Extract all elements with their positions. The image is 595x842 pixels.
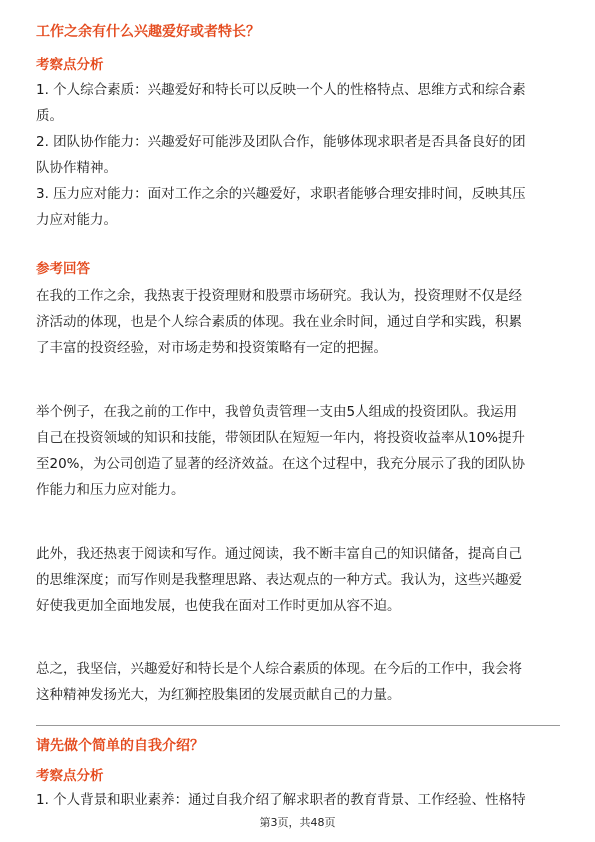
answer-line: 总之，我坚信，兴趣爱好和特长是个人综合素质的体现。在今后的工作中，我会将 — [36, 661, 522, 677]
answer-line: 至20%，为公司创造了显著的经济效益。在这个过程中，我充分展示了我的团队协 — [36, 456, 526, 472]
answer-line: 好使我更加全面地发展，也使我在面对工作时更加从容不迫。 — [36, 598, 401, 614]
analysis-line: 队协作精神。 — [36, 160, 117, 176]
page-number: 第3页，共48页 — [259, 816, 336, 829]
answer-line: 这种精神发扬光大，为红狮控股集团的发展贡献自己的力量。 — [36, 687, 401, 703]
answer-line: 作能力和压力应对能力。 — [36, 482, 185, 498]
answer-line: 此外，我还热衷于阅读和写作。通过阅读，我不断丰富自己的知识储备，提高自己 — [36, 546, 522, 562]
answer-paragraph — [36, 399, 525, 503]
analysis-line: 1. 个人背景和职业素养：通过自我介绍了解求职者的教育背景、工作经验、性格特 — [36, 792, 526, 808]
question-title: 工作之余有什么兴趣爱好或者特长？ — [36, 24, 260, 40]
analysis-line: 1. 个人综合素质：兴趣爱好和特长可以反映一个人的性格特点、思维方式和综合素 — [36, 82, 526, 98]
answer-paragraph — [36, 656, 522, 708]
section-divider — [36, 725, 560, 726]
answer-line: 的思维深度；而写作则是我整理思路、表达观点的一种方式。我认为，这些兴趣爱 — [36, 572, 522, 588]
analysis-line: 力应对能力。 — [36, 212, 117, 228]
analysis-line: 2. 团队协作能力：兴趣爱好可能涉及团队合作，能够体现求职者是否具备良好的团 — [36, 134, 526, 150]
answer-paragraph — [36, 541, 522, 619]
analysis-line: 3. 压力应对能力：面对工作之余的兴趣爱好，求职者能够合理安排时间，反映其压 — [36, 186, 526, 202]
analysis-line: 质。 — [36, 108, 63, 124]
analysis-list — [36, 787, 526, 813]
analysis-heading: 考察点分析 — [36, 768, 104, 784]
answer-line: 了丰富的投资经验，对市场走势和投资策略有一定的把握。 — [36, 340, 387, 356]
answer-line: 济活动的体现，也是个人综合素质的体现。我在业余时间，通过自学和实践，积累 — [36, 314, 522, 330]
answer-heading: 参考回答 — [36, 261, 90, 277]
question-title: 请先做个简单的自我介绍？ — [36, 738, 204, 754]
answer-paragraph — [36, 283, 522, 361]
answer-line: 举个例子，在我之前的工作中，我曾负责管理一支由5人组成的投资团队。我运用 — [36, 404, 518, 420]
answer-line: 自己在投资领域的知识和技能，带领团队在短短一年内，将投资收益率从10%提升 — [36, 430, 526, 446]
answer-line: 在我的工作之余，我热衷于投资理财和股票市场研究。我认为，投资理财不仅是经 — [36, 288, 522, 304]
analysis-heading: 考察点分析 — [36, 57, 104, 73]
analysis-list — [36, 77, 526, 233]
